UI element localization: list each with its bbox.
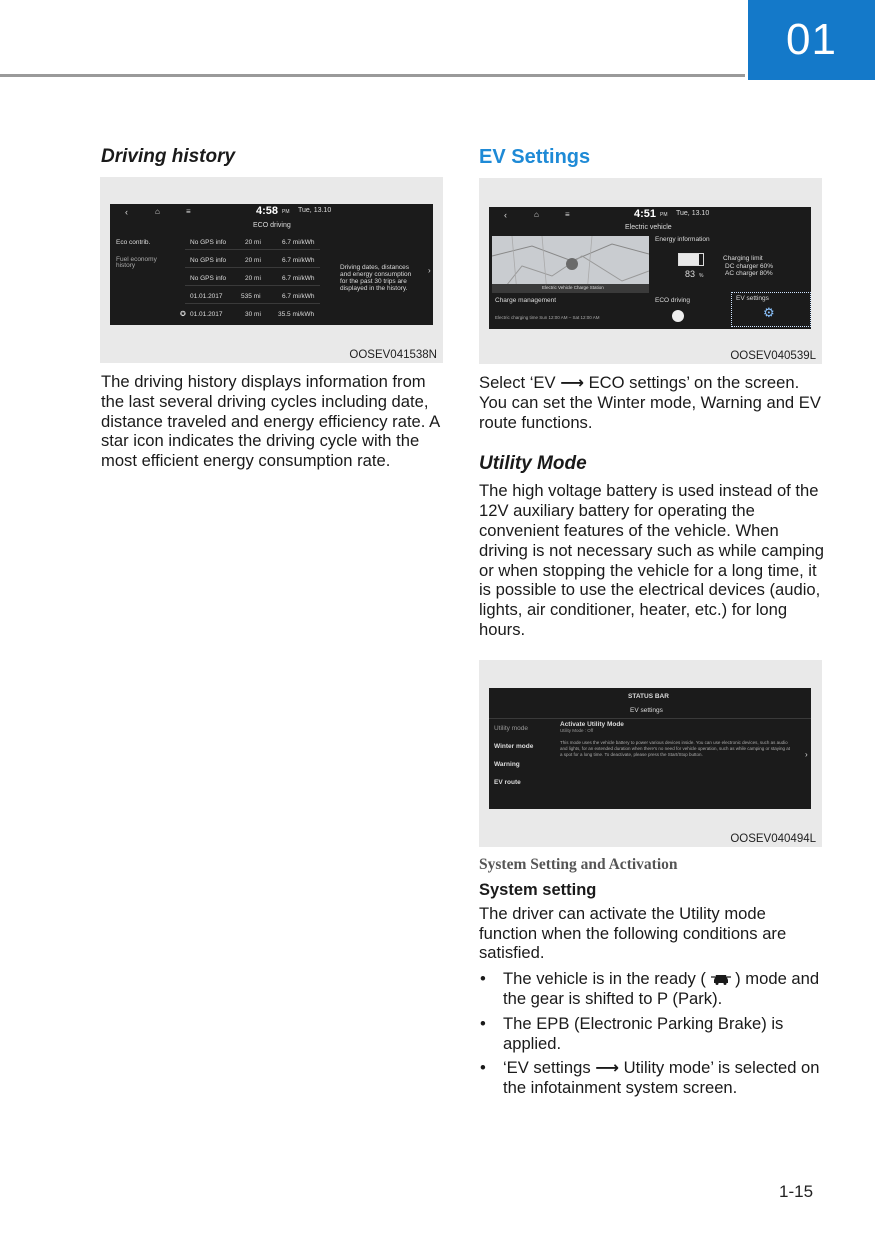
row-dist: 535 mi xyxy=(241,293,261,300)
header-rule xyxy=(0,74,745,77)
clock-date: Tue, 13.10 xyxy=(298,207,332,214)
page-number: 1-15 xyxy=(779,1182,814,1201)
menu-warning[interactable]: Warning xyxy=(494,760,520,768)
screen-title: EV settings xyxy=(630,706,663,714)
row-eff: 6.7 mi/kWh xyxy=(282,293,315,300)
menu-ev-route[interactable]: EV route xyxy=(494,778,521,786)
driving-history-figure xyxy=(100,177,443,363)
scroll-handle[interactable]: › xyxy=(428,266,431,275)
utility-mode-heading: Utility Mode xyxy=(479,453,587,475)
utility-description: This mode uses the vehicle battery to power various devices inside. You can use electronic devices, such as audio and lights, for an extended duration when there's no need for vehicle operation, such as while camping or staying at a spot for a long time. To deactivate, please press the Start/Stop button. xyxy=(560,739,791,757)
row-date: 01.01.2017 xyxy=(190,293,223,300)
row-date: No GPS info xyxy=(190,239,227,246)
row-date: 01.01.2017 xyxy=(190,311,223,318)
ev-settings-tile[interactable] xyxy=(731,292,811,327)
row-eff: 6.7 mi/kWh xyxy=(282,257,315,264)
ev-text-part1: Select ‘EV xyxy=(479,373,556,392)
clock-date: Tue, 13.10 xyxy=(676,210,710,217)
screen-title: Electric vehicle xyxy=(625,224,672,231)
eco-driving-label[interactable]: ECO driving xyxy=(655,297,691,304)
map-label: Electric Vehicle Charge Station xyxy=(542,285,604,290)
battery-icon xyxy=(678,253,704,266)
system-setting-heading: System setting xyxy=(479,880,597,899)
condition-text-a: ‘EV settings xyxy=(503,1058,591,1078)
ready-car-icon xyxy=(711,970,731,982)
menu-utility-mode[interactable]: Utility mode xyxy=(494,724,528,732)
menu-eco-contrib[interactable]: Eco contrib. xyxy=(116,239,151,246)
screen-title: ECO driving xyxy=(253,222,291,229)
star-icon: ✪ xyxy=(180,311,186,318)
charging-limit-label: Charging limit xyxy=(723,255,763,262)
title-divider xyxy=(489,718,811,719)
gear-icon: ⚙ xyxy=(763,305,775,320)
figure-code: OOSEV040494L xyxy=(730,832,816,845)
eco-driving-screen xyxy=(110,204,433,325)
row-date: No GPS info xyxy=(190,257,227,264)
back-icon: ‹ xyxy=(504,210,507,220)
driving-history-text: The driving history displays information from the last several driving cycles including date, distance traveled and energy efficiency rate. A star icon indicates the driving cycle with the most efficient energy consumption rate. xyxy=(101,372,440,471)
menu-winter-mode[interactable]: Winter mode xyxy=(494,742,534,750)
back-icon: ‹ xyxy=(125,207,128,217)
map-label-bar xyxy=(492,284,649,293)
row-eff: 35.5 mi/kWh xyxy=(278,311,315,318)
arrow-icon: ⟶ xyxy=(560,373,584,392)
ev-text-part2: ECO settings’ on the screen. You can set the Winter mode, Warning and EV route functions. xyxy=(479,373,821,432)
percent-sign: % xyxy=(699,273,704,279)
ev-settings-text xyxy=(479,373,824,432)
history-note: Driving dates, distances and energy consumption for the past 30 trips are displayed in the history. xyxy=(340,264,412,292)
electric-vehicle-screen xyxy=(489,207,811,329)
system-setting-activation-heading: System Setting and Activation xyxy=(479,855,678,873)
driving-history-heading: Driving history xyxy=(101,146,236,167)
status-bar-label: STATUS BAR xyxy=(628,692,669,700)
activate-utility-label[interactable]: Activate Utility Mode xyxy=(560,720,624,728)
condition-text-b: Utility mode’ is selected on the infotainment system screen. xyxy=(503,1058,820,1098)
row-dist: 20 mi xyxy=(245,275,261,282)
menu-icon: ≡ xyxy=(565,210,570,219)
home-icon: ⌂ xyxy=(155,207,160,216)
ev-settings-screen xyxy=(489,688,811,809)
ev-settings-label: EV settings xyxy=(736,295,769,302)
figure-code: OOSEV041538N xyxy=(349,349,437,361)
right-column xyxy=(479,146,824,1098)
clock-ampm: PM xyxy=(282,209,290,215)
row-dist: 20 mi xyxy=(245,257,261,264)
condition-item: • The EPB (Electronic Parking Brake) is applied. xyxy=(479,1014,824,1054)
ev-settings-figure xyxy=(479,178,822,364)
row-eff: 6.7 mi/kWh xyxy=(282,239,315,246)
charge-mgmt-label[interactable]: Charge management xyxy=(495,297,557,304)
condition-item xyxy=(479,1058,824,1098)
clock-time: 4:51 xyxy=(634,208,657,220)
row-date: No GPS info xyxy=(190,275,227,282)
charge-detail: Electric charging time Sun 12:00 AM – Sat 12:00 AM xyxy=(495,315,600,320)
menu-fuel-history[interactable]: Fuel economy history xyxy=(116,256,157,269)
scroll-handle[interactable]: › xyxy=(805,749,808,759)
battery-percent: 83 xyxy=(685,269,696,279)
condition-text-b: ) mode and the gear is shifted to P (Park). xyxy=(503,969,820,1008)
condition-item xyxy=(479,969,824,1009)
home-icon: ⌂ xyxy=(534,210,539,219)
map-panel[interactable] xyxy=(492,236,649,293)
arrow-icon: ⟶ xyxy=(595,1058,620,1078)
row-dist: 20 mi xyxy=(245,239,261,246)
left-column xyxy=(101,146,444,471)
menu-icon: ≡ xyxy=(186,207,191,216)
dc-charger-label: DC charger 60% xyxy=(725,263,774,270)
figure-code: OOSEV040539L xyxy=(730,350,816,362)
eco-icon xyxy=(672,310,684,322)
clock-ampm: PM xyxy=(660,212,668,218)
battery-fill xyxy=(679,254,699,265)
ev-settings-heading: EV Settings xyxy=(479,146,591,168)
energy-info-label[interactable]: Energy information xyxy=(655,236,710,243)
row-dist: 30 mi xyxy=(245,311,261,318)
system-setting-text: The driver can activate the Utility mode function when the following conditions are satisfied. xyxy=(479,903,787,963)
condition-text-a: The vehicle is in the ready ( xyxy=(503,969,706,989)
utility-mode-text: The high voltage battery is used instead of the 12V auxiliary battery for operating the convenient features of the vehicle. When driving is not necessary such as while camping or when stopping the vehicle for a long time, it is possible to use the electrical devices (audio, lights, air conditioner, heater, etc.) for long hours. xyxy=(479,481,824,639)
clock-time: 4:58 xyxy=(256,205,279,217)
chapter-tab: 01 xyxy=(748,0,875,80)
row-eff: 6.7 mi/kWh xyxy=(282,275,315,282)
activate-utility-status: Utility Mode : Off xyxy=(560,727,594,733)
utility-mode-figure xyxy=(479,660,822,847)
ac-charger-label: AC charger 80% xyxy=(725,270,773,277)
